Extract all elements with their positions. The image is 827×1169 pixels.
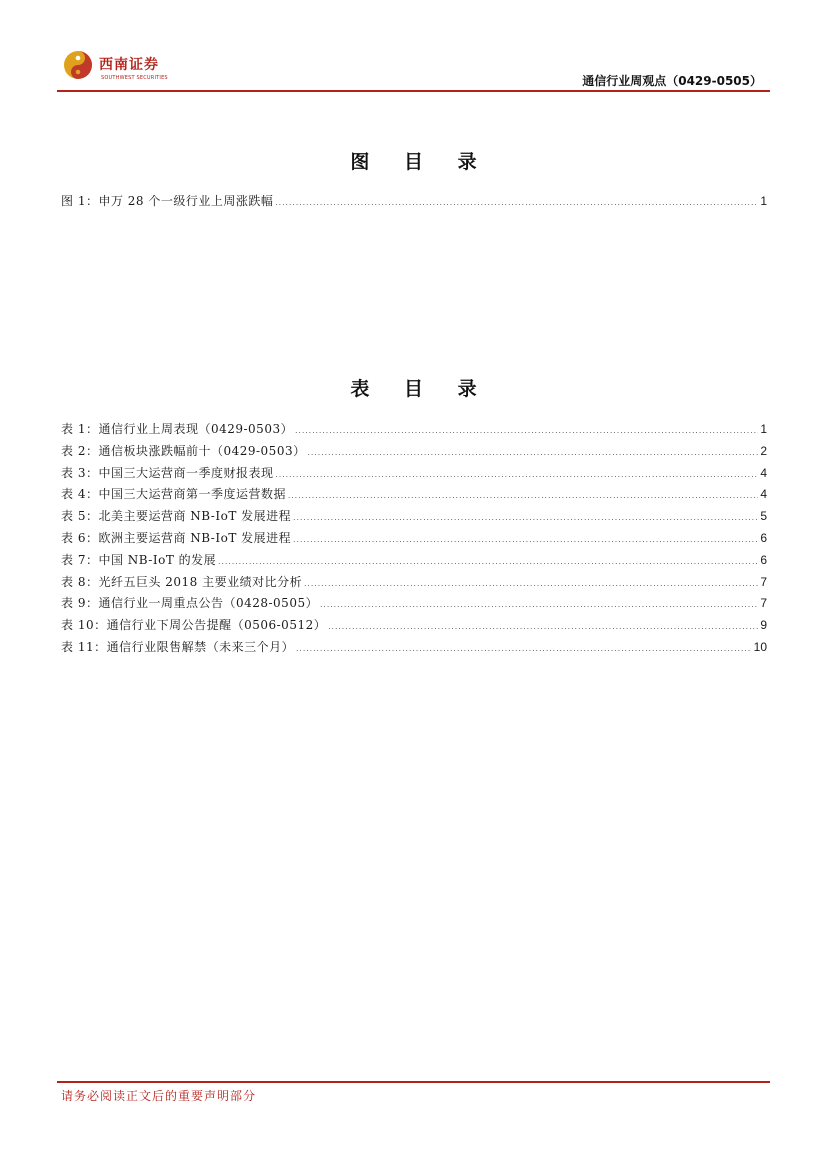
toc-entry-label: 表 11：通信行业限售解禁（未来三个月） bbox=[61, 639, 295, 654]
toc-entry-page-number: 10 bbox=[753, 639, 767, 654]
toc-dot-leader bbox=[293, 507, 758, 529]
toc-dot-leader bbox=[288, 485, 758, 507]
company-logo bbox=[63, 50, 203, 86]
toc-dot-leader bbox=[218, 551, 758, 573]
toc-entry-page-number: 1 bbox=[760, 422, 767, 436]
toc-entry[interactable] bbox=[61, 484, 767, 506]
toc-entry-page-number: 6 bbox=[760, 530, 767, 545]
toc-entry[interactable] bbox=[61, 572, 767, 594]
toc-entry-page-number: 7 bbox=[760, 574, 767, 589]
figure-toc-heading bbox=[0, 147, 827, 174]
footer-disclaimer: 请务必阅读正文后的重要声明部分 bbox=[61, 1089, 257, 1103]
toc-dot-leader bbox=[308, 442, 759, 464]
toc-entry-label: 表 5：北美主要运营商 NB-IoT 发展进程 bbox=[61, 509, 292, 524]
toc-entry[interactable] bbox=[61, 506, 767, 528]
toc-entry-page-number: 4 bbox=[760, 487, 767, 502]
toc-entry-page-number: 5 bbox=[760, 509, 767, 524]
toc-entry[interactable] bbox=[61, 593, 767, 615]
toc-entry-label: 表 10：通信行业下周公告提醒（0506-0512） bbox=[61, 618, 327, 633]
toc-dot-leader bbox=[320, 594, 758, 616]
toc-dot-leader bbox=[293, 529, 758, 551]
header-divider bbox=[57, 90, 770, 92]
toc-entry-label: 图 1：申万 28 个一级行业上周涨跌幅 bbox=[61, 194, 274, 208]
table-toc-list bbox=[61, 419, 767, 659]
toc-entry-label: 表 3：中国三大运营商一季度财报表现 bbox=[61, 465, 274, 480]
toc-entry[interactable] bbox=[61, 550, 767, 572]
toc-entry-page-number: 4 bbox=[760, 465, 767, 480]
document-title: 通信行业周观点（0429-0505） bbox=[582, 74, 762, 88]
toc-entry-page-number: 2 bbox=[760, 443, 767, 458]
toc-entry[interactable] bbox=[61, 441, 767, 463]
figure-toc-heading-text: 图 目 录 bbox=[350, 151, 491, 173]
toc-entry[interactable] bbox=[61, 419, 767, 441]
toc-entry-page-number: 1 bbox=[760, 194, 767, 208]
toc-entry-label: 表 1：通信行业上周表现（0429-0503） bbox=[61, 422, 294, 436]
toc-entry-page-number: 6 bbox=[760, 552, 767, 567]
toc-entry-label: 表 4：中国三大运营商第一季度运营数据 bbox=[61, 487, 286, 502]
toc-entry[interactable] bbox=[61, 637, 767, 659]
toc-entry-label: 表 6：欧洲主要运营商 NB-IoT 发展进程 bbox=[61, 530, 292, 545]
toc-entry[interactable] bbox=[61, 528, 767, 550]
toc-entry-label: 表 8：光纤五巨头 2018 主要业绩对比分析 bbox=[61, 574, 303, 589]
table-toc-heading bbox=[0, 374, 827, 401]
toc-dot-leader bbox=[304, 573, 758, 595]
toc-dot-leader bbox=[275, 464, 758, 486]
table-toc-heading-text: 表 目 录 bbox=[350, 378, 491, 400]
toc-entry-label: 表 7：中国 NB-IoT 的发展 bbox=[61, 552, 217, 567]
footer-divider bbox=[57, 1081, 770, 1083]
toc-dot-leader bbox=[296, 638, 752, 660]
logo-english-name: SOUTHWEST SECURITIES bbox=[101, 75, 168, 81]
toc-entry-page-number: 9 bbox=[760, 618, 767, 633]
page-header bbox=[57, 44, 770, 92]
figure-toc-list bbox=[61, 191, 767, 213]
toc-dot-leader bbox=[295, 420, 758, 442]
toc-dot-leader bbox=[275, 192, 758, 214]
logo-chinese-name: 西南证券 bbox=[99, 57, 159, 73]
toc-entry-label: 表 2：通信板块涨跌幅前十（0429-0503） bbox=[61, 443, 306, 458]
southwest-securities-logo-icon bbox=[63, 50, 93, 80]
toc-entry-label: 表 9：通信行业一周重点公告（0428-0505） bbox=[61, 596, 319, 611]
toc-entry[interactable] bbox=[61, 615, 767, 637]
toc-entry[interactable] bbox=[61, 191, 767, 213]
toc-dot-leader bbox=[328, 616, 758, 638]
toc-entry[interactable] bbox=[61, 463, 767, 485]
toc-entry-page-number: 7 bbox=[760, 596, 767, 611]
